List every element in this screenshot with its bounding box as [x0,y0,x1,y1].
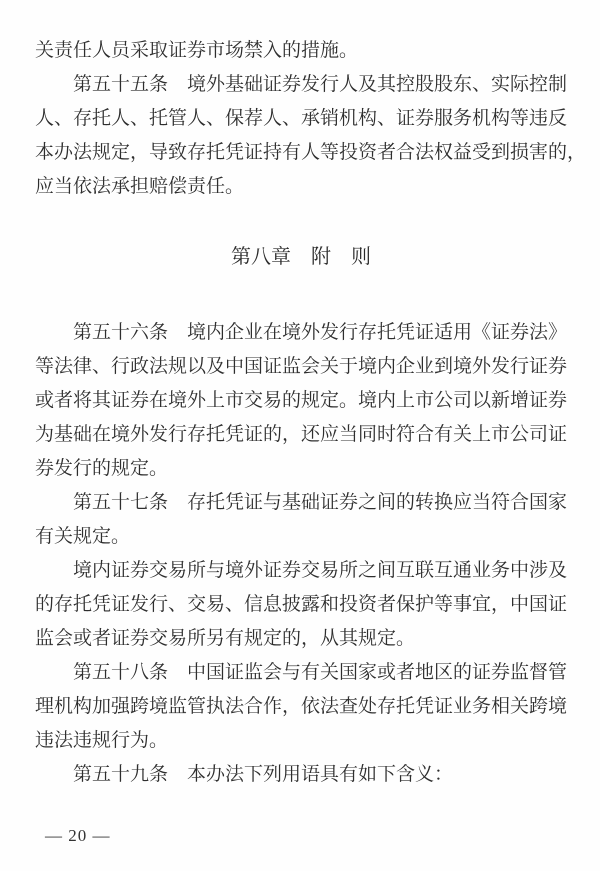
text-line: 第五十七条 存托凭证与基础证券之间的转换应当符合国家 [73,492,568,513]
text-line: 第五十八条 中国证监会与有关国家或者地区的证券监督管 [73,662,568,683]
text-line: 券发行的规定。 [35,458,169,479]
text-line: 应当依法承担赔偿责任。 [35,176,245,197]
text-line: 为基础在境外发行存托凭证的，还应当同时符合有关上市公司证 [35,424,568,445]
text-line: 的存托凭证发行、交易、信息披露和投资者保护等事宜，中国证 [35,594,568,615]
text-line: 第五十五条 境外基础证券发行人及其控股股东、实际控制 [73,74,568,95]
text-line: 有关规定。 [35,526,131,547]
chapter-heading: 第八章 附 则 [231,246,371,268]
text-line: 第五十六条 境内企业在境外发行存托凭证适用《证券法》 [73,322,568,343]
text-line: 违法违规行为。 [35,730,169,751]
text-line: 等法律、行政法规以及中国证监会关于境内企业到境外发行证券 [35,356,568,377]
text-line: 第五十九条 本办法下列用语具有如下含义： [73,764,454,785]
page-number: — 20 — [45,826,111,845]
text-line: 本办法规定，导致存托凭证持有人等投资者合法权益受到损害的， [35,142,587,163]
text-line: 或者将其证券在境外上市交易的规定。境内上市公司以新增证券 [35,390,568,411]
document-body [35,34,587,792]
text-line: 监会或者证券交易所另有规定的，从其规定。 [35,628,416,649]
text-line: 境内证券交易所与境外证券交易所之间互联互通业务中涉及 [73,560,568,581]
text-line: 关责任人员采取证券市场禁入的措施。 [35,40,359,61]
text-line: 理机构加强跨境监管执法合作，依法查处存托凭证业务相关跨境 [35,696,568,717]
text-line: 人、存托人、托管人、保荐人、承销机构、证券服务机构等违反 [35,108,568,129]
